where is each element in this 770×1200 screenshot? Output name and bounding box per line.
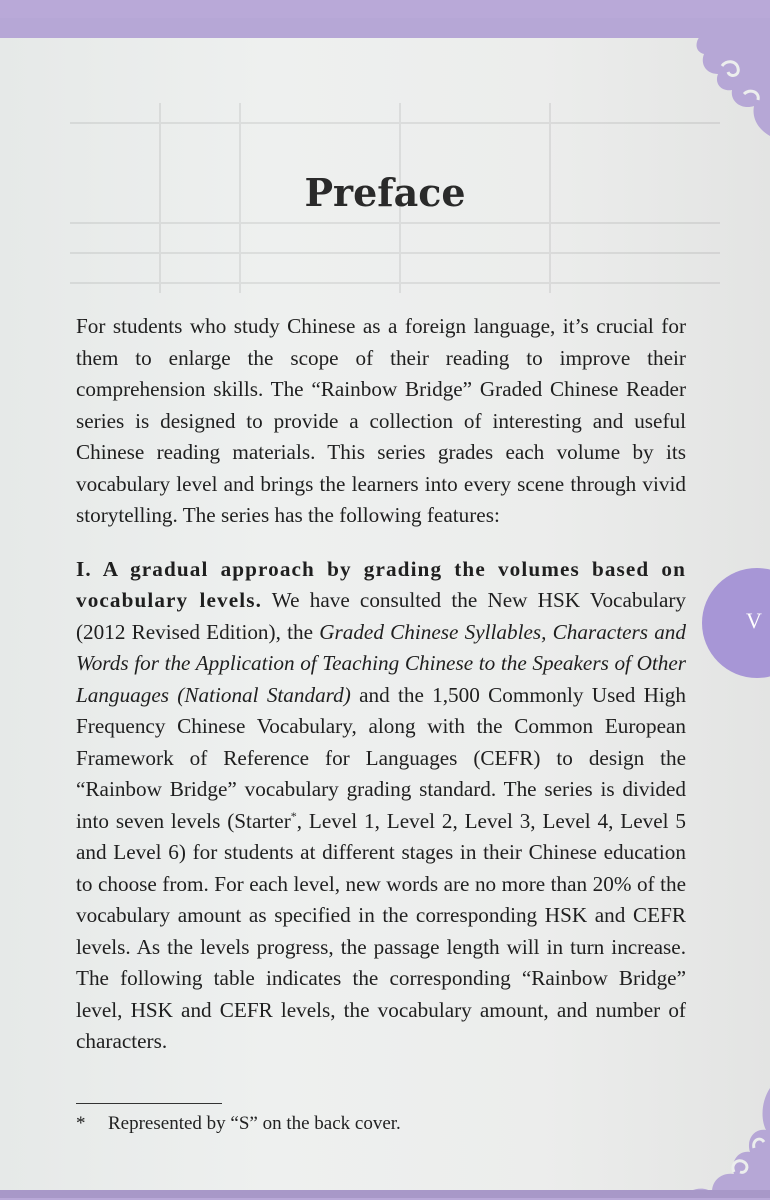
corner-ornament-bottom-right-icon <box>660 1088 770 1198</box>
intro-paragraph: For students who study Chinese as a foreign language, it’s crucial for them to enlarge the scope of their reading to improve their comprehension skills. The “Rainbow Bridge” Graded Chinese Reader series is designed to provide a collection of interesting and useful Chinese reading materials. This series grades each volume by its vocabulary level and brings the learners into every scene through vivid storytelling. The series has the following features: <box>76 314 686 527</box>
section-1-heading: I. A gradual approach by grading the volumes based on vocabulary levels. <box>76 556 686 612</box>
footnote-divider <box>76 1103 222 1104</box>
bottom-border-band <box>0 1190 770 1198</box>
section-1-paragraph <box>76 554 686 1058</box>
footnote <box>76 1113 401 1135</box>
footnote-reference-mark: * <box>290 808 297 823</box>
footnote-text: Represented by “S” on the back cover. <box>108 1113 401 1134</box>
section-1-text-b: and the 1,500 Commonly Used High Frequency Chinese Vocabulary, along with the Common European Framework of Reference for Languages (CEFR) to design the “Rainbow Bridge” vocabulary grading standard. The series is divided into seven levels (Starter <box>76 682 686 833</box>
footnote-mark: * <box>76 1113 86 1134</box>
section-1-italic-title: Graded Chinese Syllables, Characters and Words for the Application of Teaching Chinese to the Speakers of Other Languages (National Standard) <box>76 619 686 707</box>
page-title: Preface <box>304 170 466 215</box>
section-1-text-a: We have consulted the New HSK Vocabulary (2012 Revised Edition), the <box>76 588 686 644</box>
top-border-band <box>0 18 770 38</box>
page-number-label: V <box>746 608 762 633</box>
preface-body <box>76 311 686 1058</box>
section-1-text-c: , Level 1, Level 2, Level 3, Level 4, Level 5 and Level 6) for students at different stages in their Chinese education to choose from. For each level, new words are no more than 20% of the vocabulary amount as specified in the corresponding HSK and CEFR levels. As the levels progress, the passage length will in turn increase. The following table indicates the corresponding “Rainbow Bridge” level, HSK and CEFR levels, the vocabulary amount, and number of characters. <box>76 808 686 1053</box>
